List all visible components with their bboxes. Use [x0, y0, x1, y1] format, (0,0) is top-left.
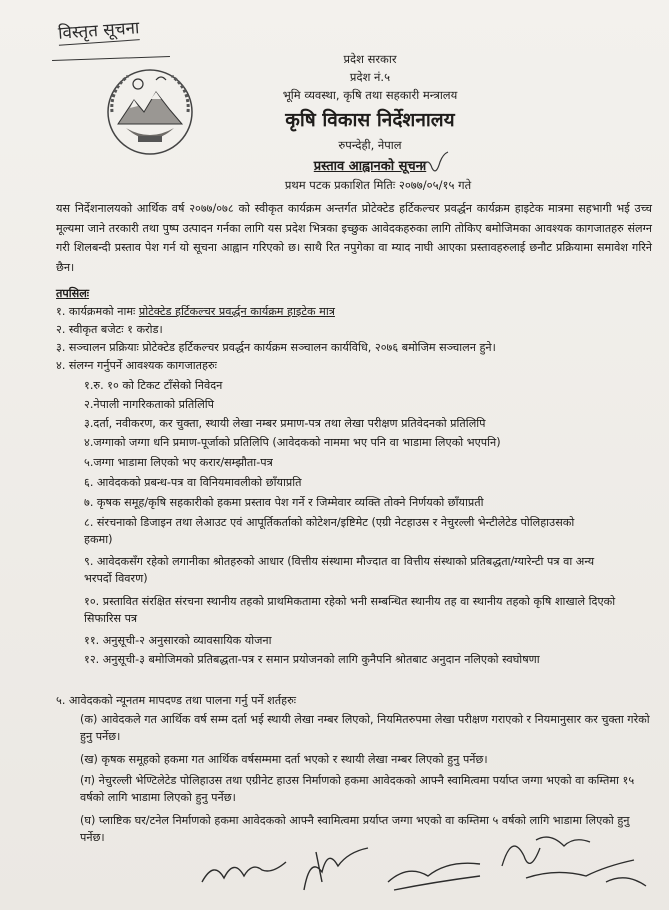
publish-date: प्रथम पटक प्रकाशित मितिः २०७७/०५/१५ गते [284, 178, 472, 192]
item-4: ४. संलग्न गर्नुपर्ने आवश्यक कागजातहरुः [56, 359, 217, 372]
header-line-3: भूमि व्यवस्था, कृषि तथा सहकारी मन्त्रालय [282, 88, 458, 102]
notice-title: प्रस्ताव आह्वानको सूचना [313, 159, 427, 174]
document-9: ९. आवेदकसँग रहेको लगानीका श्रोतहरुको आधार (वित्तीय संस्थामा मौज्दात वा वित्तीय संस्थाको प्रतिबद्धता/ग्यारेन्टी पत्र वा अन्य भरपर्दो विवरण) [84, 555, 595, 585]
document-4: ४.जग्गाको जग्गा धनि प्रमाण-पूर्जाको प्रतिलिपि (आवेदकको नाममा भए पनि वा भाडामा लिएको भएपनि) [84, 436, 501, 449]
handwritten-underline [52, 56, 170, 61]
document-8: ८. संरचनाको डिजाइन तथा लेआउट एवं आपूर्तिकर्ताको कोटेशन/इष्टिमेट (एग्री नेटहाउस र नेचुरल्ली भेन्टीलेटेड पोलिहाउसको हकमा) [84, 516, 575, 546]
document-10: १०. प्रस्तावित संरक्षित संरचना स्थानीय तहको प्राथमिकतामा रहेको भनी सम्बन्धित स्थानीय तह वा स्थानीय तहको कृषि शाखाले दिएको सिफारिस पत्र [84, 595, 616, 625]
item-5: ५. आवेदकको न्यूनतम मापदण्ड तथा पालना गर्नु पर्ने शर्तहरुः [56, 694, 297, 707]
condition-gha: (घ) प्लाष्टिक घर/टनेल निर्माणको हकमा आवेदकको आफ्नै स्वामित्वमा प्रर्याप्त जग्गा भएको वा कम्तिमा ५ वर्षको लागि भाडामा लिएको हुनु पर्नेछ। [80, 814, 630, 844]
condition-kha: (ख) कृषक समूहको हकमा गत आर्थिक वर्षसम्ममा दर्ता भएको र स्थायी लेखा नम्बर लिएको हुनु पर्नेछ। [80, 753, 488, 766]
document-3: ३.दर्ता, नवीकरण, कर चुक्ता, स्थायी लेखा नम्बर प्रमाण-पत्र तथा लेखा परीक्षण प्रतिवेदनको प्रतिलिपि [84, 417, 486, 430]
signature-3-icon [384, 852, 484, 896]
office-location: रुपन्देही, नेपाल [338, 138, 402, 152]
condition-ka: (क) आवेदकले गत आर्थिक वर्ष सम्म दर्ता भई स्थायी लेखा नम्बर लिएको, नियमितरुपमा लेखा परीक्षण गराएको र नियमानुसार कर चुक्ता गरेको हुनु पर्नेछ। [80, 713, 650, 743]
handwritten-title: विस्तृत सूचना [57, 15, 140, 46]
document-1: १.रु. १० को टिकट टाँसेको निवेदन [84, 379, 223, 392]
item-1-label: १. कार्यक्रमको नामः [56, 305, 136, 318]
office-name: कृषि विकास निर्देशनालय [285, 109, 455, 131]
nepal-emblem-icon [104, 66, 196, 158]
document-5: ५.जग्गा भाडामा लिएको भए करार/सम्झौता-पत्र [84, 456, 273, 469]
document-6: ६. आवेदकको प्रबन्ध-पत्र वा विनियमावलीको छाँयाप्रति [84, 476, 302, 489]
signature-2-icon [296, 842, 376, 896]
condition-ga: (ग) नेचुरल्ली भेण्टिलेटेड पोलिहाउस तथा एग्रीनेट हाउस निर्माणको हकमा आवेदकको आफ्नै स्वामित्वमा पर्याप्त जग्गा भएको वा कम्तिमा १५ वर्षको लागि भाडामा लिएको हुनु पर्नेछ। [80, 774, 635, 804]
document-12: १२. अनुसूची-३ बमोजिमको प्रतिबद्धता-पत्र र समान प्रयोजनको लागि कुनैपनि श्रोतबाट अनुदान नलिएको स्वघोषणा [84, 653, 540, 666]
signature-1-icon [198, 848, 290, 892]
item-3: ३. सञ्चालन प्रक्रियाः प्रोटेक्टेड हर्टिकल्चर प्रवर्द्धन कार्यक्रम सञ्चालन कार्यविधि, २०७६ बमोजिम सञ्चालन हुने। [56, 341, 496, 354]
header-line-2: प्रदेश नं.५ [349, 70, 391, 84]
document-11: ११. अनुसूची-२ अनुसारको व्यावसायिक योजना [84, 634, 272, 647]
document-2: २.नेपाली नागरिकताको प्रतिलिपि [84, 398, 215, 411]
program-name: प्रोटेक्टेड हर्टिकल्चर प्रवर्द्धन कार्यक्रम हाइटेक मात्र [138, 305, 335, 318]
header-line-1: प्रदेश सरकार [343, 52, 397, 66]
signature-4-icon [496, 826, 656, 902]
initial-mark-icon [420, 150, 450, 176]
details-heading: तपसिलः [56, 287, 90, 300]
item-2: २. स्वीकृत बजेटः १ करोड। [56, 323, 163, 336]
item-1 [56, 303, 335, 320]
intro-paragraph: यस निर्देशनालयको आर्थिक वर्ष २०७७/०७८ को स्वीकृत कार्यक्रम अन्तर्गत प्रोटेक्टेड हर्टिकल्चर प्रवर्द्धन कार्यक्रम हाइटेक मात्रमा सहभागी भई उच्च मूल्यमा जाने तरकारी तथा पुष्प उत्पादन गर्नका लागि यस प्रदेश भित्रका इच्छुक आवेदकहरुका लागि तोकिए बमोजिमका आवश्यक कागजातहरु संलग्न गरी शिलबन्दी प्रस्ताव पेश गर्न यो सूचना आह्वान गरिएको छ। साथै रित नपुगेका वा म्याद नाघी आएका प्रस्तावहरुलाई छनौट प्रक्रियामा समावेश गरिने छैन। [56, 202, 652, 274]
document-7: ७. कृषक समूह/कृषि सहकारीको हकमा प्रस्ताव पेश गर्ने र जिम्मेवार व्यक्ति तोक्ने निर्णयको छाँयाप्रती [84, 496, 484, 509]
